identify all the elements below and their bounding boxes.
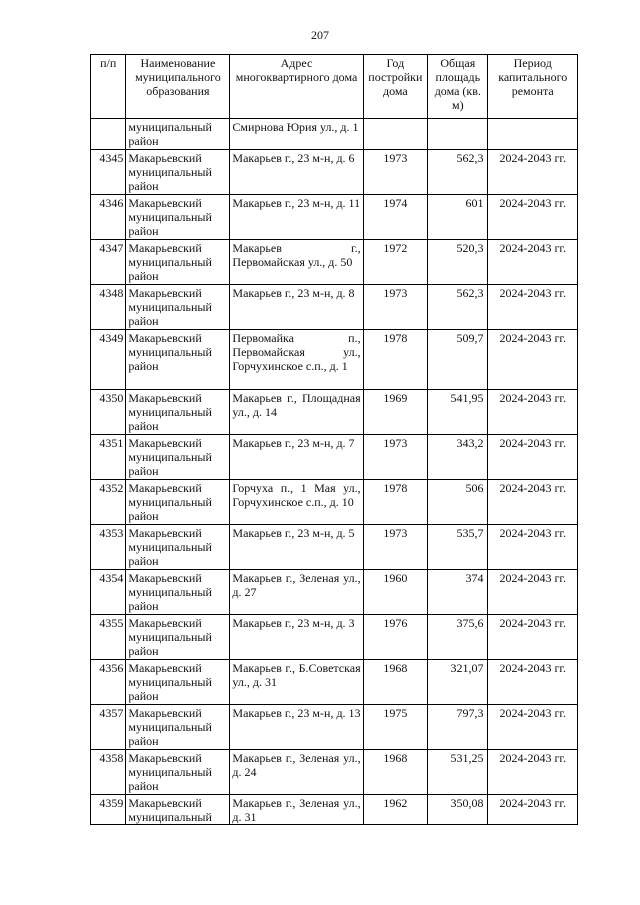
cell-period: 2024-2043 гг.	[488, 390, 578, 435]
cell-address: Макарьев г., 23 м-н, д. 8	[230, 285, 363, 330]
table-row	[91, 795, 578, 825]
cell-period: 2024-2043 гг.	[488, 195, 578, 240]
cell-year: 1969	[363, 390, 428, 435]
cell-address: Макарьев г., 23 м-н, д. 7	[230, 435, 363, 480]
cell-num: 4359	[91, 795, 126, 825]
cell-num: 4356	[91, 660, 126, 705]
cell-area: 562,3	[428, 285, 488, 330]
cell-year: 1968	[363, 660, 428, 705]
table-row	[91, 705, 578, 750]
cell-num: 4353	[91, 525, 126, 570]
cell-period: 2024-2043 гг.	[488, 480, 578, 525]
cell-num: 4352	[91, 480, 126, 525]
cell-year: 1973	[363, 285, 428, 330]
cell-period: 2024-2043 гг.	[488, 660, 578, 705]
cell-area: 374	[428, 570, 488, 615]
cell-municipality: Макарьевский муниципальный район	[126, 330, 230, 390]
cell-period: 2024-2043 гг.	[488, 330, 578, 390]
cell-period: 2024-2043 гг.	[488, 750, 578, 795]
cell-address: Макарьев г., 23 м-н, д. 3	[230, 615, 363, 660]
cell-area	[428, 119, 488, 150]
cell-period	[488, 119, 578, 150]
cell-period: 2024-2043 гг.	[488, 285, 578, 330]
cell-area: 541,95	[428, 390, 488, 435]
cell-period: 2024-2043 гг.	[488, 525, 578, 570]
cell-area: 535,7	[428, 525, 488, 570]
cell-address: Макарьев г., Первомайская ул., д. 50	[230, 240, 363, 285]
cell-period: 2024-2043 гг.	[488, 435, 578, 480]
cell-year: 1978	[363, 480, 428, 525]
cell-address: Горчуха п., 1 Мая ул., Горчухинское с.п., д. 10	[230, 480, 363, 525]
cell-municipality: Макарьевский муниципальный район	[126, 150, 230, 195]
cell-municipality: Макарьевский муниципальный район	[126, 615, 230, 660]
table-row	[91, 150, 578, 195]
cell-municipality: Макарьевский муниципальный район	[126, 435, 230, 480]
cell-area: 562,3	[428, 150, 488, 195]
cell-municipality: Макарьевский муниципальный район	[126, 525, 230, 570]
table-row-continuation	[91, 119, 578, 150]
cell-year	[363, 119, 428, 150]
cell-year: 1978	[363, 330, 428, 390]
cell-area: 509,7	[428, 330, 488, 390]
table-row	[91, 285, 578, 330]
cell-area: 321,07	[428, 660, 488, 705]
cell-area: 350,08	[428, 795, 488, 825]
table-row	[91, 660, 578, 705]
cell-municipality: Макарьевский муниципальный район	[126, 570, 230, 615]
header-period: Период капитального ремонта	[488, 55, 578, 119]
cell-area: 520,3	[428, 240, 488, 285]
cell-municipality: Макарьевский муниципальный район	[126, 660, 230, 705]
cell-address: Макарьев г., 23 м-н, д. 11	[230, 195, 363, 240]
cell-num: 4357	[91, 705, 126, 750]
cell-year: 1974	[363, 195, 428, 240]
cell-period: 2024-2043 гг.	[488, 615, 578, 660]
cell-municipality: Макарьевский муниципальный район	[126, 480, 230, 525]
table-row	[91, 480, 578, 525]
cell-address: Макарьев г., 23 м-н, д. 5	[230, 525, 363, 570]
table-row	[91, 615, 578, 660]
cell-municipality: Макарьевский муниципальный район	[126, 705, 230, 750]
table-header-row	[91, 55, 578, 119]
cell-period: 2024-2043 гг.	[488, 795, 578, 825]
cell-year: 1972	[363, 240, 428, 285]
header-year: Год постройки дома	[363, 55, 428, 119]
table-row	[91, 195, 578, 240]
cell-num: 4347	[91, 240, 126, 285]
cell-municipality: Макарьевский муниципальный район	[126, 390, 230, 435]
cell-year: 1976	[363, 615, 428, 660]
cell-num: 4355	[91, 615, 126, 660]
cell-address: Макарьев г., 23 м-н, д. 13	[230, 705, 363, 750]
cell-address: Первомайка п., Первомайская ул., Горчухинское с.п., д. 1	[230, 330, 363, 390]
cell-year: 1973	[363, 525, 428, 570]
header-area: Общая площадь дома (кв. м)	[428, 55, 488, 119]
cell-num: 4354	[91, 570, 126, 615]
cell-address: Макарьев г., 23 м-н, д. 6	[230, 150, 363, 195]
header-address: Адрес многоквартирного дома	[230, 55, 363, 119]
cell-address: Макарьев г., Зеленая ул., д. 31	[230, 795, 363, 825]
cell-municipality: муниципальный район	[126, 119, 230, 150]
cell-period: 2024-2043 гг.	[488, 705, 578, 750]
cell-num: 4345	[91, 150, 126, 195]
table-row	[91, 435, 578, 480]
cell-period: 2024-2043 гг.	[488, 150, 578, 195]
table-row	[91, 750, 578, 795]
table-row	[91, 390, 578, 435]
cell-municipality: Макарьевский муниципальный район	[126, 285, 230, 330]
cell-year: 1973	[363, 435, 428, 480]
cell-year: 1960	[363, 570, 428, 615]
cell-municipality: Макарьевский муниципальный район	[126, 750, 230, 795]
page-number: 207	[311, 28, 329, 42]
cell-area: 797,3	[428, 705, 488, 750]
cell-period: 2024-2043 гг.	[488, 570, 578, 615]
cell-address: Макарьев г., Зеленая ул., д. 27	[230, 570, 363, 615]
cell-address: Смирнова Юрия ул., д. 1	[230, 119, 363, 150]
housing-registry-table	[90, 54, 578, 825]
cell-year: 1962	[363, 795, 428, 825]
cell-year: 1968	[363, 750, 428, 795]
cell-municipality: Макарьевский муниципальный район	[126, 195, 230, 240]
cell-num: 4349	[91, 330, 126, 390]
cell-year: 1975	[363, 705, 428, 750]
cell-num: 4358	[91, 750, 126, 795]
cell-area: 601	[428, 195, 488, 240]
table-row	[91, 330, 578, 390]
cell-num: 4350	[91, 390, 126, 435]
cell-municipality: Макарьевский муниципальный	[126, 795, 230, 825]
cell-address: Макарьев г., Площадная ул., д. 14	[230, 390, 363, 435]
header-num: п/п	[91, 55, 126, 119]
cell-num	[91, 119, 126, 150]
header-municipality: Наименование муниципального образования	[126, 55, 230, 119]
cell-municipality: Макарьевский муниципальный район	[126, 240, 230, 285]
table-row	[91, 570, 578, 615]
cell-num: 4348	[91, 285, 126, 330]
cell-area: 506	[428, 480, 488, 525]
cell-year: 1973	[363, 150, 428, 195]
cell-area: 343,2	[428, 435, 488, 480]
cell-num: 4351	[91, 435, 126, 480]
cell-address: Макарьев г., Зеленая ул., д. 24	[230, 750, 363, 795]
table-row	[91, 525, 578, 570]
cell-num: 4346	[91, 195, 126, 240]
cell-area: 375,6	[428, 615, 488, 660]
cell-address: Макарьев г., Б.Советская ул., д. 31	[230, 660, 363, 705]
cell-area: 531,25	[428, 750, 488, 795]
table-row	[91, 240, 578, 285]
cell-period: 2024-2043 гг.	[488, 240, 578, 285]
